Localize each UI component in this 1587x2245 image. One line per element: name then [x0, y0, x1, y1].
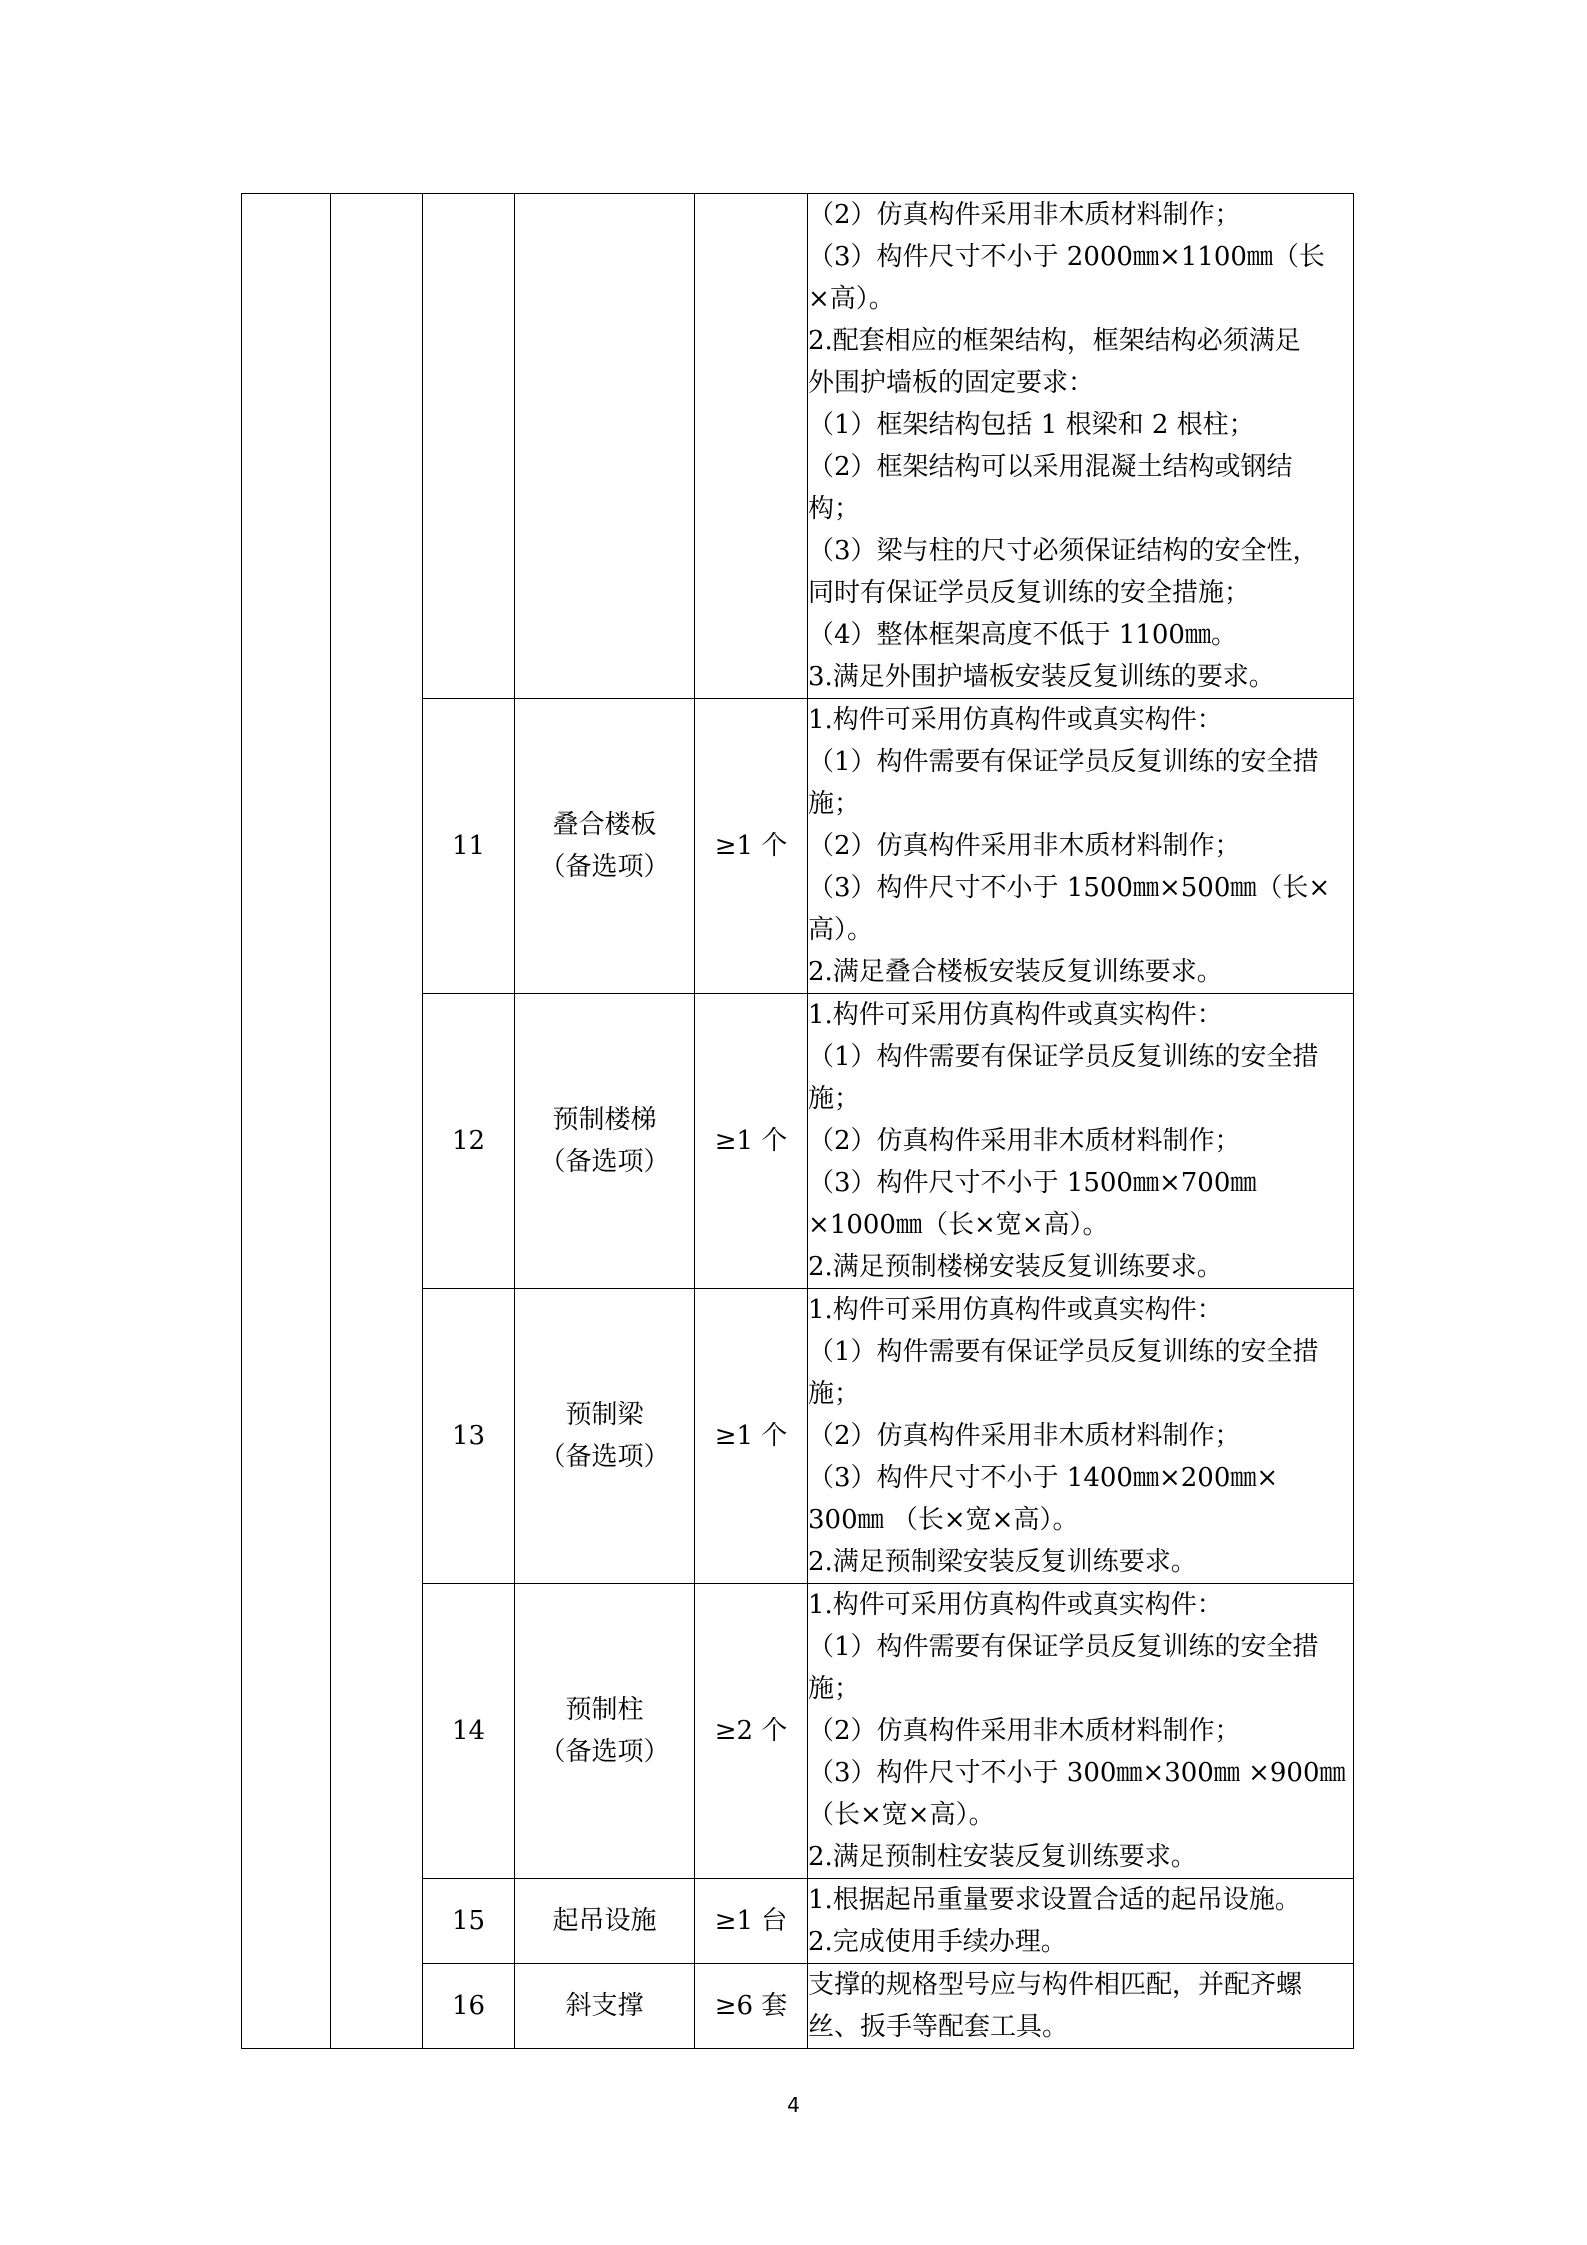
requirement-line: ×高）。 — [808, 284, 895, 314]
requirement-line: 构； — [808, 494, 861, 524]
category-cell — [242, 194, 331, 2049]
requirement-line: 施； — [808, 1084, 861, 1114]
requirement-line: 1.根据起吊重量要求设置合适的起吊设施。 — [808, 1885, 1301, 1915]
item-name-cell — [515, 1879, 695, 1964]
requirement-line: 施； — [808, 789, 861, 819]
item-name-cell — [515, 1584, 695, 1879]
requirement-line: （2）仿真构件采用非木质材料制作； — [808, 1421, 1241, 1451]
item-note: （备选项） — [539, 1147, 670, 1177]
item-name: 斜支撑 — [565, 1991, 644, 2021]
item-name-cell — [515, 699, 695, 994]
item-note: （备选项） — [539, 852, 670, 882]
requirement-line: （3）构件尺寸不小于 2000㎜×1100㎜（长 — [808, 242, 1325, 272]
item-quantity: ≥1 个 — [695, 994, 808, 1289]
equipment-spec-table — [241, 193, 1354, 2049]
requirement-line: 1.构件可采用仿真构件或真实构件： — [808, 1000, 1223, 1030]
item-requirements-cell — [808, 1879, 1354, 1964]
requirement-line: （3）梁与柱的尺寸必须保证结构的安全性， — [808, 536, 1319, 566]
requirement-line: ×1000㎜（长×宽×高）。 — [808, 1210, 1109, 1240]
page-number: 4 — [787, 2093, 800, 2117]
item-requirements-cell — [808, 1289, 1354, 1584]
item-requirements-cell — [808, 1964, 1354, 2049]
item-name-cell — [515, 994, 695, 1289]
item-quantity: ≥2 个 — [695, 1584, 808, 1879]
requirement-line: 3.满足外围护墙板安装反复训练的要求。 — [808, 662, 1275, 692]
requirement-line: （2）框架结构可以采用混凝土结构或钢结 — [808, 452, 1293, 482]
requirement-line: 施； — [808, 1674, 861, 1704]
item-quantity: ≥1 个 — [695, 1289, 808, 1584]
item-number: 13 — [423, 1289, 515, 1584]
item-note: （备选项） — [539, 1737, 670, 1767]
item-number: 12 — [423, 994, 515, 1289]
subcategory-cell — [331, 194, 423, 2049]
item-requirements-cell — [808, 994, 1354, 1289]
requirement-line: （3）构件尺寸不小于 1500㎜×500㎜（长× — [808, 873, 1331, 903]
item-name-cell — [515, 1289, 695, 1584]
item-requirements-cell — [808, 699, 1354, 994]
item-number-cell — [423, 194, 515, 699]
item-name-cell — [515, 194, 695, 699]
requirement-line: 300㎜ （长×宽×高）。 — [808, 1505, 1079, 1535]
requirement-line: 2.满足预制梁安装反复训练要求。 — [808, 1547, 1197, 1577]
requirement-line: （3）构件尺寸不小于 300㎜×300㎜ ×900㎜ — [808, 1758, 1346, 1788]
requirement-line: （1）框架结构包括 1 根梁和 2 根柱； — [808, 410, 1255, 440]
requirement-line: 1.构件可采用仿真构件或真实构件： — [808, 1295, 1223, 1325]
requirement-line: （2）仿真构件采用非木质材料制作； — [808, 200, 1241, 230]
item-requirements-cell — [808, 1584, 1354, 1879]
requirement-line: （2）仿真构件采用非木质材料制作； — [808, 1126, 1241, 1156]
item-name: 预制楼梯 — [552, 1105, 657, 1135]
requirement-line: （1）构件需要有保证学员反复训练的安全措 — [808, 1337, 1319, 1367]
item-name: 预制柱 — [565, 1695, 644, 1725]
item-quantity: ≥1 个 — [695, 699, 808, 994]
item-number: 15 — [423, 1879, 515, 1964]
item-name: 起吊设施 — [552, 1906, 657, 1936]
table-row — [242, 194, 1354, 699]
requirement-line: 施； — [808, 1379, 861, 1409]
item-requirements-cell — [808, 194, 1354, 699]
requirement-line: （1）构件需要有保证学员反复训练的安全措 — [808, 1632, 1319, 1662]
requirement-line: （长×宽×高）。 — [808, 1800, 995, 1830]
item-note: （备选项） — [539, 1442, 670, 1472]
requirement-line: （2）仿真构件采用非木质材料制作； — [808, 831, 1241, 861]
requirement-line: （3）构件尺寸不小于 1500㎜×700㎜ — [808, 1168, 1257, 1198]
item-name-cell — [515, 1964, 695, 2049]
item-number: 14 — [423, 1584, 515, 1879]
item-number: 16 — [423, 1964, 515, 2049]
requirement-line: 支撑的规格型号应与构件相匹配，并配齐螺 — [808, 1970, 1303, 2000]
requirement-line: （2）仿真构件采用非木质材料制作； — [808, 1716, 1241, 1746]
item-number: 11 — [423, 699, 515, 994]
item-name: 叠合楼板 — [552, 810, 657, 840]
requirement-line: 2.满足叠合楼板安装反复训练要求。 — [808, 957, 1223, 987]
requirement-line: （4）整体框架高度不低于 1100㎜。 — [808, 620, 1237, 650]
requirement-line: 同时有保证学员反复训练的安全措施； — [808, 578, 1251, 608]
requirement-line: 2.完成使用手续办理。 — [808, 1927, 1067, 1957]
requirement-line: （1）构件需要有保证学员反复训练的安全措 — [808, 747, 1319, 777]
item-quantity-cell — [695, 194, 808, 699]
requirement-line: 外围护墙板的固定要求： — [808, 368, 1095, 398]
item-quantity: ≥1 台 — [695, 1879, 808, 1964]
requirement-line: 2.满足预制柱安装反复训练要求。 — [808, 1842, 1197, 1872]
requirement-line: 1.构件可采用仿真构件或真实构件： — [808, 705, 1223, 735]
requirement-line: 丝、扳手等配套工具。 — [808, 2012, 1069, 2042]
requirement-line: （3）构件尺寸不小于 1400㎜×200㎜× — [808, 1463, 1279, 1493]
requirement-line: 高）。 — [808, 915, 874, 945]
requirement-line: 1.构件可采用仿真构件或真实构件： — [808, 1590, 1223, 1620]
item-name: 预制梁 — [565, 1400, 644, 1430]
item-quantity: ≥6 套 — [695, 1964, 808, 2049]
requirement-line: 2.配套相应的框架结构，框架结构必须满足 — [808, 326, 1301, 356]
requirement-line: （1）构件需要有保证学员反复训练的安全措 — [808, 1042, 1319, 1072]
requirement-line: 2.满足预制楼梯安装反复训练要求。 — [808, 1252, 1223, 1282]
